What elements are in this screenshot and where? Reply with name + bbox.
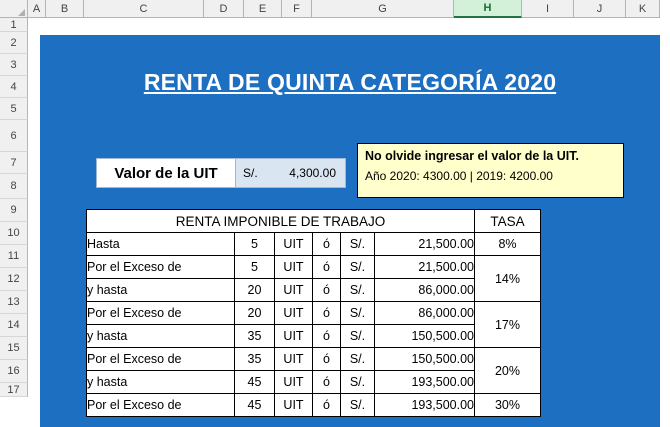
note-line-2: Año 2020: 4300.00 | 2019: 4200.00 <box>365 169 553 183</box>
uit-value-cell[interactable] <box>236 158 346 188</box>
bracket-label[interactable]: y hasta <box>87 279 235 302</box>
uit-unit[interactable]: UIT <box>275 394 313 417</box>
currency-symbol[interactable]: S/. <box>341 394 375 417</box>
amount-value[interactable]: 150,500.00 <box>375 348 475 371</box>
row-header-13[interactable]: 13 <box>0 291 28 314</box>
uit-unit[interactable]: UIT <box>275 279 313 302</box>
row-header-14[interactable]: 14 <box>0 314 28 337</box>
amount-value[interactable]: 193,500.00 <box>375 371 475 394</box>
column-header-h[interactable]: H <box>454 0 522 18</box>
amount-value[interactable]: 193,500.00 <box>375 394 475 417</box>
table-row <box>87 233 541 256</box>
or-separator[interactable]: ó <box>313 279 341 302</box>
row-header-3[interactable]: 3 <box>0 54 28 76</box>
uit-unit[interactable]: UIT <box>275 371 313 394</box>
currency-symbol[interactable]: S/. <box>341 302 375 325</box>
row-header-column <box>0 18 28 397</box>
table-row <box>87 394 541 417</box>
uit-count[interactable]: 5 <box>235 256 275 279</box>
bracket-label[interactable]: y hasta <box>87 325 235 348</box>
table-row <box>87 325 541 348</box>
row-header-1[interactable]: 1 <box>0 18 28 32</box>
or-separator[interactable]: ó <box>313 348 341 371</box>
table-row <box>87 302 541 325</box>
row-header-2[interactable]: 2 <box>0 32 28 54</box>
table-row <box>87 256 541 279</box>
select-all-corner[interactable] <box>0 0 28 18</box>
or-separator[interactable]: ó <box>313 325 341 348</box>
note-line-1: No olvide ingresar el valor de la UIT. <box>365 149 579 163</box>
row-header-15[interactable]: 15 <box>0 337 28 360</box>
row-header-6[interactable]: 6 <box>0 120 28 152</box>
uit-count[interactable]: 45 <box>235 394 275 417</box>
bracket-label[interactable]: y hasta <box>87 371 235 394</box>
uit-count[interactable]: 35 <box>235 348 275 371</box>
row-header-5[interactable]: 5 <box>0 98 28 120</box>
amount-value[interactable]: 150,500.00 <box>375 325 475 348</box>
currency-symbol[interactable]: S/. <box>341 233 375 256</box>
page-title <box>80 60 620 104</box>
uit-count[interactable]: 20 <box>235 279 275 302</box>
column-header-c[interactable]: C <box>84 0 204 18</box>
table-header-tasa: TASA <box>475 210 541 233</box>
table-header-main: RENTA IMPONIBLE DE TRABAJO <box>87 210 475 233</box>
or-separator[interactable]: ó <box>313 302 341 325</box>
row-header-8[interactable]: 8 <box>0 174 28 199</box>
table-row <box>87 371 541 394</box>
column-header-j[interactable]: J <box>574 0 626 18</box>
currency-symbol[interactable]: S/. <box>341 325 375 348</box>
income-tax-table <box>86 209 541 417</box>
row-header-4[interactable]: 4 <box>0 76 28 98</box>
currency-symbol[interactable]: S/. <box>341 256 375 279</box>
uit-count[interactable]: 45 <box>235 371 275 394</box>
bracket-label[interactable]: Hasta <box>87 233 235 256</box>
currency-symbol[interactable]: S/. <box>341 348 375 371</box>
or-separator[interactable]: ó <box>313 233 341 256</box>
uit-label-cell: Valor de la UIT <box>96 158 236 188</box>
uit-unit[interactable]: UIT <box>275 256 313 279</box>
column-header-b[interactable]: B <box>46 0 84 18</box>
table-header-row <box>87 210 541 233</box>
amount-value[interactable]: 21,500.00 <box>375 233 475 256</box>
row-header-9[interactable]: 9 <box>0 199 28 222</box>
uit-unit[interactable]: UIT <box>275 302 313 325</box>
column-header-d[interactable]: D <box>204 0 244 18</box>
tasa-value[interactable]: 30% <box>475 394 541 417</box>
table-row <box>87 279 541 302</box>
page-title-text: RENTA DE QUINTA CATEGORÍA 2020 <box>143 68 557 95</box>
bracket-label[interactable]: Por el Exceso de <box>87 348 235 371</box>
uit-currency: S/. <box>243 166 258 180</box>
or-separator[interactable]: ó <box>313 256 341 279</box>
tasa-value[interactable]: 17% <box>475 302 541 348</box>
row-header-7[interactable]: 7 <box>0 152 28 174</box>
uit-count[interactable]: 35 <box>235 325 275 348</box>
column-header-f[interactable]: F <box>282 0 312 18</box>
row-header-10[interactable]: 10 <box>0 222 28 245</box>
uit-unit[interactable]: UIT <box>275 325 313 348</box>
tasa-value[interactable]: 8% <box>475 233 541 256</box>
bracket-label[interactable]: Por el Exceso de <box>87 302 235 325</box>
column-header-i[interactable]: I <box>522 0 574 18</box>
table-row <box>87 348 541 371</box>
or-separator[interactable]: ó <box>313 394 341 417</box>
row-header-11[interactable]: 11 <box>0 245 28 268</box>
currency-symbol[interactable]: S/. <box>341 279 375 302</box>
column-header-e[interactable]: E <box>244 0 282 18</box>
row-header-16[interactable]: 16 <box>0 360 28 383</box>
uit-count[interactable]: 5 <box>235 233 275 256</box>
bracket-label[interactable]: Por el Exceso de <box>87 256 235 279</box>
uit-unit[interactable]: UIT <box>275 348 313 371</box>
column-header-a[interactable]: A <box>28 0 46 18</box>
bracket-label[interactable]: Por el Exceso de <box>87 394 235 417</box>
tasa-value[interactable]: 20% <box>475 348 541 394</box>
amount-value[interactable]: 21,500.00 <box>375 256 475 279</box>
uit-amount: 4,300.00 <box>289 166 336 180</box>
uit-count[interactable]: 20 <box>235 302 275 325</box>
tasa-value[interactable]: 14% <box>475 256 541 302</box>
amount-value[interactable]: 86,000.00 <box>375 302 475 325</box>
or-separator[interactable]: ó <box>313 371 341 394</box>
column-header-row <box>0 0 660 18</box>
row-header-12[interactable]: 12 <box>0 268 28 291</box>
column-header-k[interactable]: K <box>626 0 660 18</box>
amount-value[interactable]: 86,000.00 <box>375 279 475 302</box>
column-header-g[interactable]: G <box>312 0 454 18</box>
row-header-17[interactable]: 17 <box>0 383 28 397</box>
currency-symbol[interactable]: S/. <box>341 371 375 394</box>
grid-area <box>28 18 670 427</box>
uit-unit[interactable]: UIT <box>275 233 313 256</box>
note-box <box>357 143 624 198</box>
